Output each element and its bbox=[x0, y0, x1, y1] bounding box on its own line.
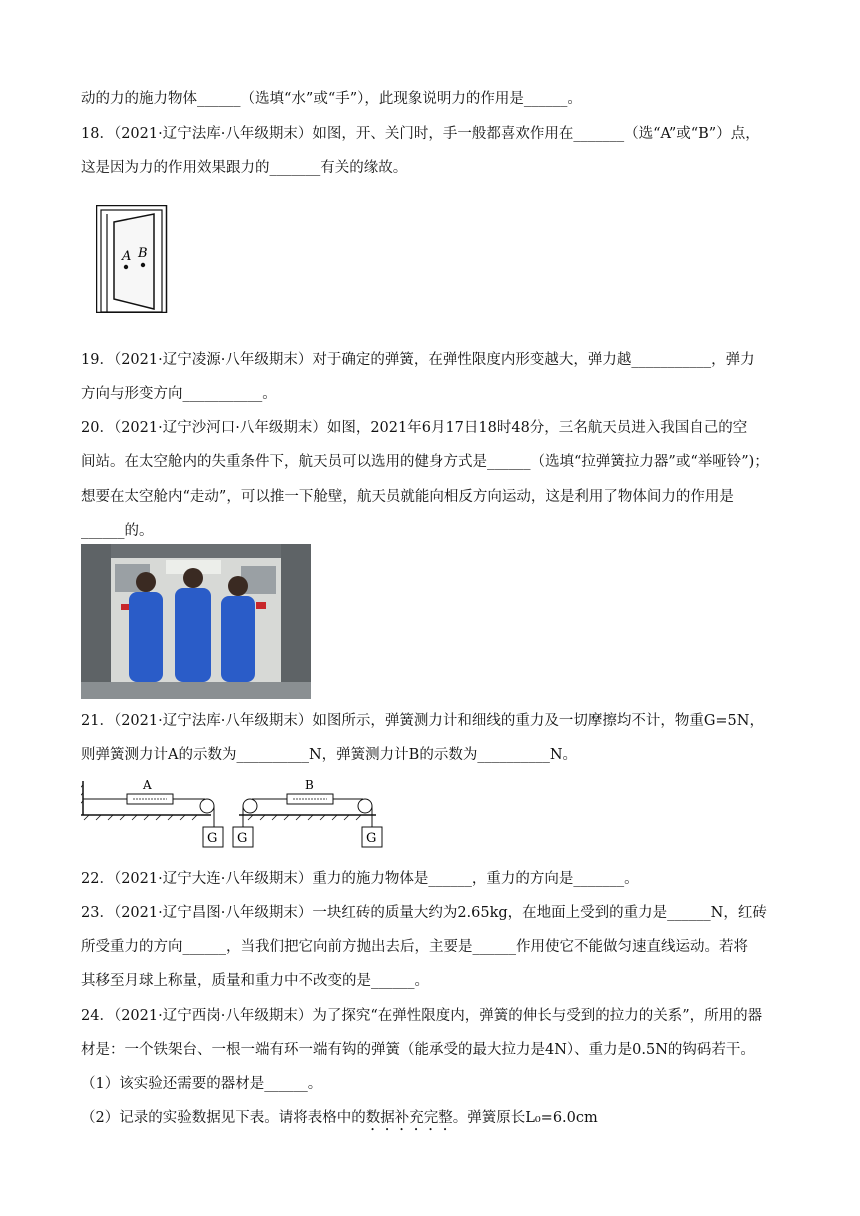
text-line: 24．（2021·辽宁西岗·八年级期末）为了探究“在弹性限度内，弹簧的伸长与受到的拉力的关系”，所用的器 bbox=[81, 1008, 763, 1024]
text-line bbox=[81, 1108, 598, 1134]
spring-balance-figure bbox=[81, 775, 391, 850]
text-line: 21．（2021·辽宁法库·八年级期末）如图所示，弹簧测力计和细线的重力及一切摩擦均不计，物重G=5N， bbox=[81, 713, 764, 729]
text-line: （1）该实验还需要的器材是______。 bbox=[81, 1076, 323, 1092]
text-line: 动的力的施力物体______（选填“水”或“手”），此现象说明力的作用是______。 bbox=[81, 91, 582, 107]
door-point-b-label: B bbox=[138, 246, 148, 261]
text-line: 其移至月球上称量，质量和重力中不改变的是______。 bbox=[81, 973, 429, 989]
spring-b-label: B bbox=[305, 778, 314, 792]
spring-a-label: A bbox=[143, 778, 152, 792]
text-line: 则弹簧测力计A的示数为__________N，弹簧测力计B的示数为__________N。 bbox=[81, 747, 578, 763]
text-segment: 。弹簧原长L₀=6.0cm bbox=[452, 1110, 598, 1126]
text-line: 所受重力的方向______，当我们把它向前方抛出去后，主要是______作用使它不能做匀速直线运动。若将 bbox=[81, 939, 748, 955]
text-line: 材是：一个铁架台、一根一端有环一端有钩的弹簧（能承受的最大拉力是4N）、重力是0.5N的钩码若干。 bbox=[81, 1042, 755, 1058]
text-line: 22．（2021·辽宁大连·八年级期末）重力的施力物体是______，重力的方向是_______。 bbox=[81, 871, 639, 887]
text-line: 想要在太空舱内“走动”，可以推一下舱壁，航天员就能向相反方向运动，这是利用了物体间力的作用是 bbox=[81, 489, 734, 505]
text-line: 18．（2021·辽宁法库·八年级期末）如图，开、关门时，手一般都喜欢作用在_______（选“A”或“B”）点， bbox=[81, 126, 760, 142]
astronaut-photo bbox=[81, 544, 311, 699]
door-figure bbox=[96, 205, 168, 313]
weight-g-label: G bbox=[237, 831, 248, 846]
text-line: 间站。在太空舱内的失重条件下，航天员可以选用的健身方式是______（选填“拉弹簧拉力器”或“举哑铃”)； bbox=[81, 454, 769, 470]
emphasized-text: 数据补充完整 bbox=[365, 1110, 453, 1126]
text-segment: （2）记录的实验数据见下表。请将表格中的 bbox=[81, 1110, 366, 1126]
text-line: 23．（2021·辽宁昌图·八年级期末）一块红砖的质量大约为2.65kg，在地面上受到的重力是______N，红砖 bbox=[81, 905, 767, 921]
text-line: 这是因为力的作用效果跟力的_______有关的缘故。 bbox=[81, 160, 408, 176]
door-point-a-label: A bbox=[122, 249, 132, 264]
text-line: 19．（2021·辽宁凌源·八年级期末）对于确定的弹簧，在弹性限度内形变越大，弹力越___________，弹力 bbox=[81, 352, 755, 368]
weight-g-label: G bbox=[366, 831, 377, 846]
weight-g-label: G bbox=[207, 831, 218, 846]
text-line: 20．（2021·辽宁沙河口·八年级期末）如图，2021年6月17日18时48分，三名航天员进入我国自己的空 bbox=[81, 420, 748, 436]
text-line: ______的。 bbox=[81, 523, 154, 539]
text-line: 方向与形变方向___________。 bbox=[81, 386, 277, 402]
